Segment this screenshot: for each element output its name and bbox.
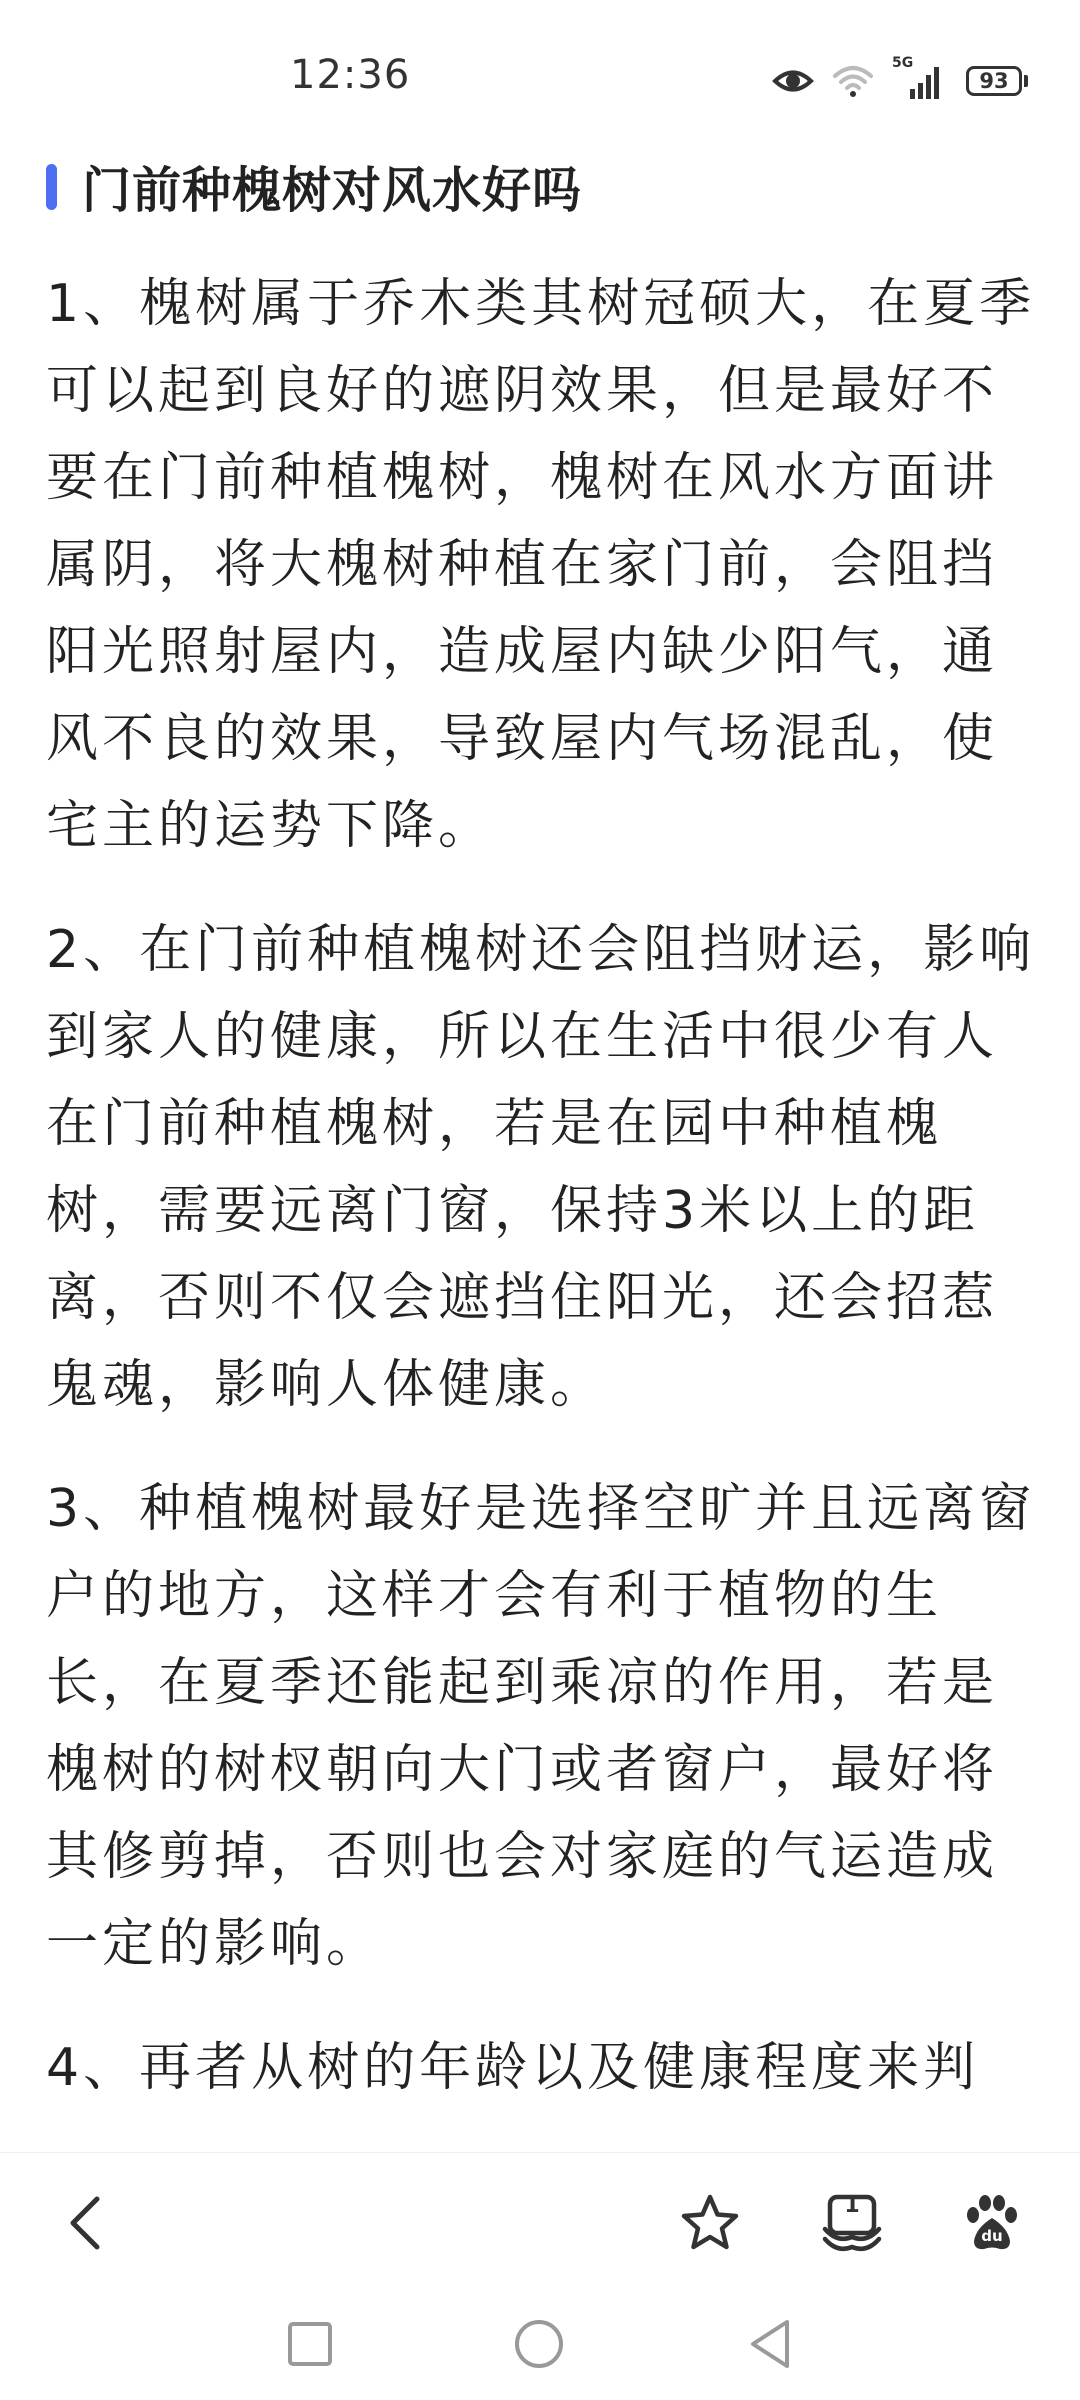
article-title-row xyxy=(46,150,1036,224)
cellular-signal-icon xyxy=(892,55,948,101)
wifi-icon xyxy=(832,64,874,98)
network-type-label: 5G xyxy=(892,55,914,71)
back-button[interactable] xyxy=(46,2183,126,2263)
system-back-button[interactable] xyxy=(734,2308,806,2380)
baidu-button[interactable] xyxy=(952,2183,1032,2263)
article-paragraph-3: 3、种植槐树最好是选择空旷并且远离窗户的地方，这样才会有利于植物的生长，在夏季还能起到乘凉的作用，若是槐树的树杈朝向大门或者窗户，最好将其修剪掉，否则也会对家庭的气运造成一定的影响。 xyxy=(46,1479,1036,1974)
back-icon xyxy=(63,2193,109,2253)
system-nav-bar xyxy=(0,2292,1080,2400)
article-paragraph-2: 2、在门前种植槐树还会阻挡财运，影响到家人的健康，所以在生活中很少有人在门前种植槐树，若是在园中种植槐树，需要远离门窗，保持3米以上的距离，否则不仅会遮挡住阳光，还会招惹鬼魂，影响人体健康。 xyxy=(46,920,1036,1415)
title-accent-bar xyxy=(46,164,57,210)
status-bar xyxy=(0,0,1080,150)
tabs-button[interactable] xyxy=(812,2183,892,2263)
favorite-button[interactable] xyxy=(670,2183,750,2263)
status-time: 12:36 xyxy=(290,52,411,98)
article-paragraph-1: 1、槐树属于乔木类其树冠硕大，在夏季可以起到良好的遮阴效果，但是最好不要在门前种植槐树，槐树在风水方面讲属阴，将大槐树种植在家门前，会阻挡阳光照射屋内，造成屋内缺少阳气，通风不良的效果，导致屋内气场混乱，使宅主的运势下降。 xyxy=(46,274,1036,856)
eye-icon xyxy=(772,66,814,96)
tab-count: 1 xyxy=(844,2193,860,2218)
baidu-du-label: du xyxy=(981,2227,1003,2245)
battery-cap xyxy=(1024,75,1028,87)
status-icons xyxy=(772,55,1028,104)
home-button[interactable] xyxy=(503,2308,575,2380)
bottom-toolbar xyxy=(0,2152,1080,2293)
article-paragraph-4: 4、再者从树的年龄以及健康程度来判 xyxy=(46,2038,980,2098)
recent-apps-button[interactable] xyxy=(274,2308,346,2380)
article xyxy=(46,150,1036,2112)
battery-icon xyxy=(966,66,1028,96)
back-triangle-icon xyxy=(745,2318,795,2370)
home-icon xyxy=(513,2318,565,2370)
recent-apps-icon xyxy=(286,2320,334,2368)
star-icon xyxy=(679,2193,741,2253)
battery-level: 93 xyxy=(966,66,1022,96)
article-title: 门前种槐树对风水好吗 xyxy=(82,162,583,219)
